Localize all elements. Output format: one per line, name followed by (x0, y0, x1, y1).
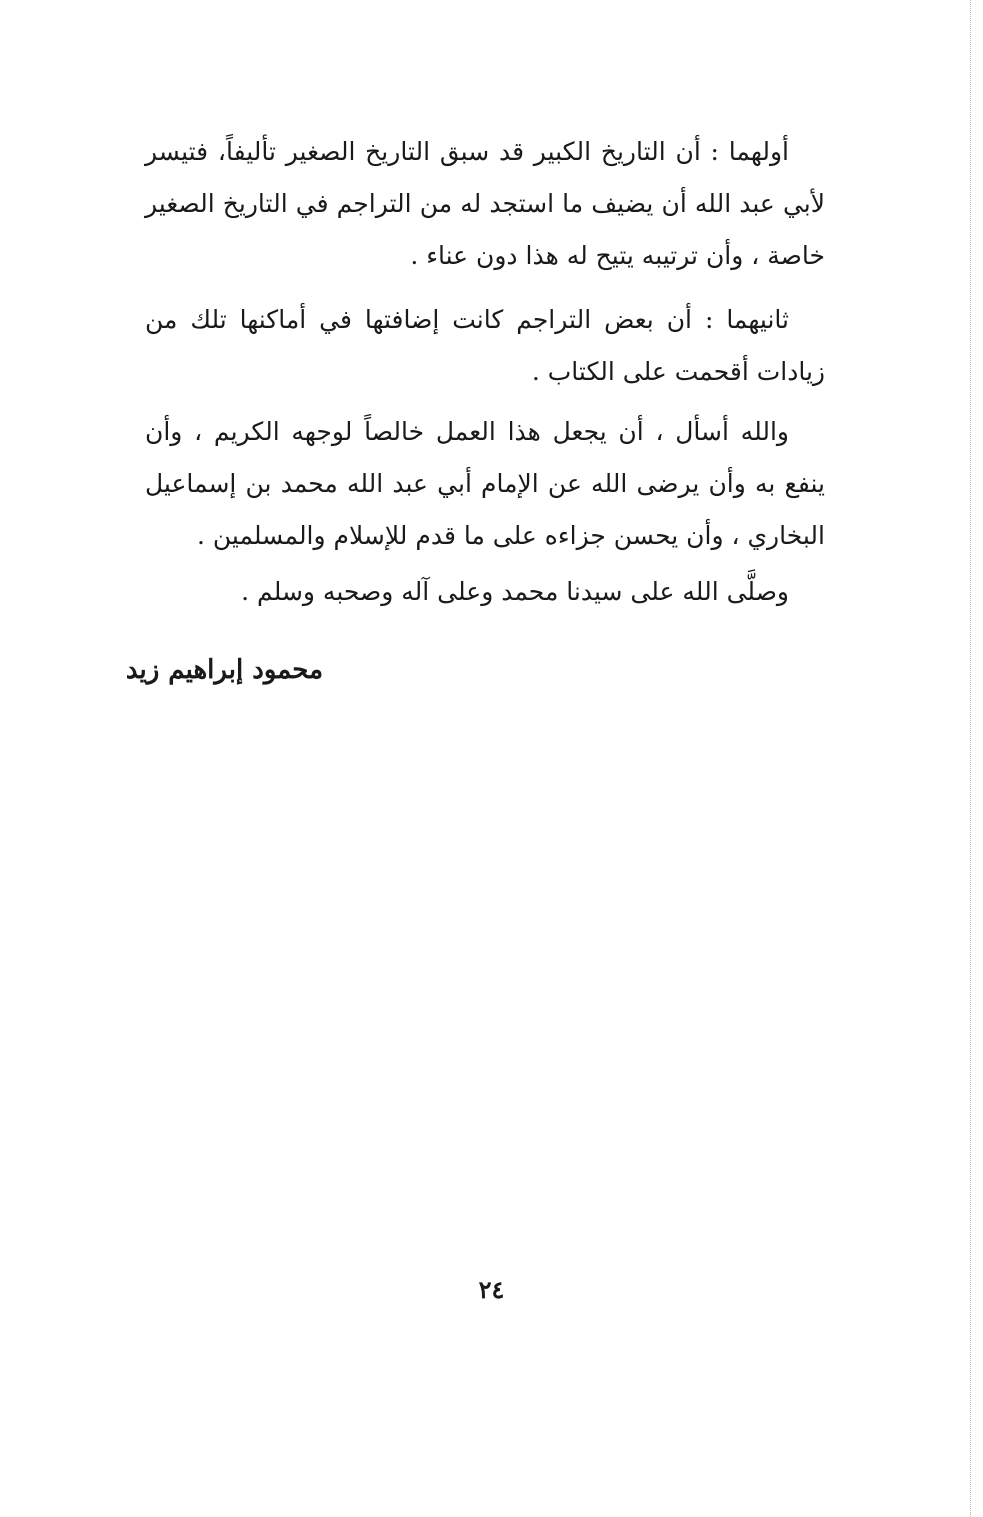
paragraph-first-reason (145, 126, 825, 282)
author-signature: محمود إبراهيم زيد (125, 655, 323, 685)
paragraph-closing-blessing (145, 566, 825, 618)
paragraph-text: وصلَّى الله على سيدنا محمد وعلى آله وصحبه وسلم . (241, 577, 789, 606)
paragraph-supplication (145, 406, 825, 562)
page-number: ٢٤ (478, 1275, 505, 1304)
paragraph-second-reason (145, 294, 825, 398)
paragraph-text: ثانيهما : أن بعض التراجم كانت إضافتها في أماكنها تلك من زيادات أقحمت على الكتاب . (145, 305, 825, 386)
paragraph-text: والله أسأل ، أن يجعل هذا العمل خالصاً لوجهه الكريم ، وأن ينفع به وأن يرضى الله عن الإمام أبي عبد الله محمد بن إسماعيل البخاري ، وأن يحسن جزاءه على ما قدم للإسلام والمسلمين . (145, 417, 825, 550)
paragraph-text: أولهما : أن التاريخ الكبير قد سبق التاريخ الصغير تأليفاً، فتيسر لأبي عبد الله أن يضيف ما استجد له من التراجم في التاريخ الصغير خاصة ، وأن ترتيبه يتيح له هذا دون عناء . (145, 137, 825, 270)
